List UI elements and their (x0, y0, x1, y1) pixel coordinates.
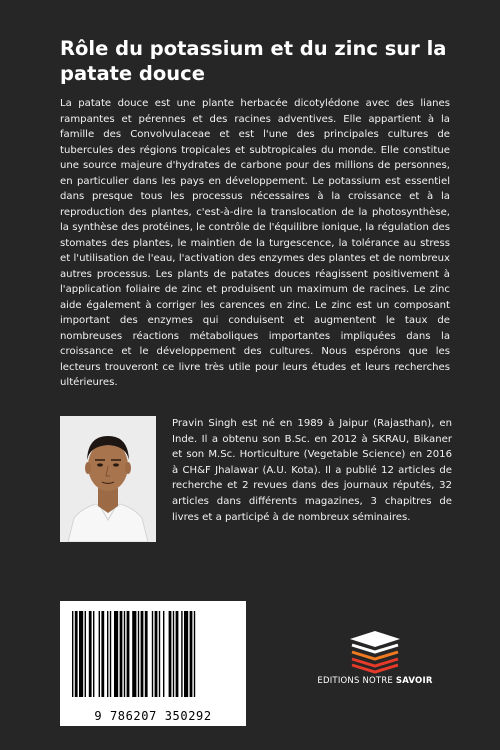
isbn-digits: 9 786207 350292 (94, 709, 212, 723)
publisher-name-prefix: EDITIONS NOTRE (317, 676, 396, 686)
book-title: Rôle du potassium et du zinc sur la patate douce (60, 37, 447, 85)
publisher-name-bold: SAVOIR (395, 676, 433, 686)
author-bio: Pravin Singh est né en 1989 à Jaipur (Rajasthan), en Inde. Il a obtenu son B.Sc. en 2012 à SKRAU, Bikaner et son M.Sc. Horticulture (Vegetable Science) en 2016 à CH&F Jhalawar (A.U. Kota). Il a publié 12 articles de recherche et 2 revues dans des journaux réputés, 32 articles dans différents magazines, 3 chapitres de livres et a participé à de nombreux séminaires. (172, 418, 452, 523)
author-photo (60, 416, 156, 542)
book-summary: La patate douce est une plante herbacée dicotylédone avec des lianes rampantes et pérennes et des racines adventives. Elle appartient à la famille des Convolvulaceae et est l'une des principales cultures de tubercules des régions tropicales et subtropicales du monde. Elle constitue une source majeure d'hydrates de carbone pour des millions de personnes, en particulier dans les pays en développement. Le potassium est essentiel dans presque tous les processus nécessaires à la croissance et à la reproduction des plantes, c'est-à-dire la translocation de la photosynthèse, la synthèse des protéines, le contrôle de l'équilibre ionique, la régulation des stomates des plantes, le maintien de la turgescence, la tolérance au stress et l'utilisation de l'eau, l'activation des enzymes des plantes et de nombreux autres processus. Les plants de patates douces réagissent positivement à l'application foliaire de zinc et produisent un maximum de racines. Le zinc aide également à corriger les carences en zinc. Le zinc est un composant important des enzymes qui conduisent et augmentent le taux de nombreuses réactions métaboliques importantes impliquées dans la croissance et le développement des cultures. Nous espérons que les lecteurs trouveront ce livre très utile pour leurs études et leurs recherches ultérieures. (60, 98, 450, 388)
publisher-name (300, 676, 450, 686)
isbn-barcode (60, 601, 246, 726)
